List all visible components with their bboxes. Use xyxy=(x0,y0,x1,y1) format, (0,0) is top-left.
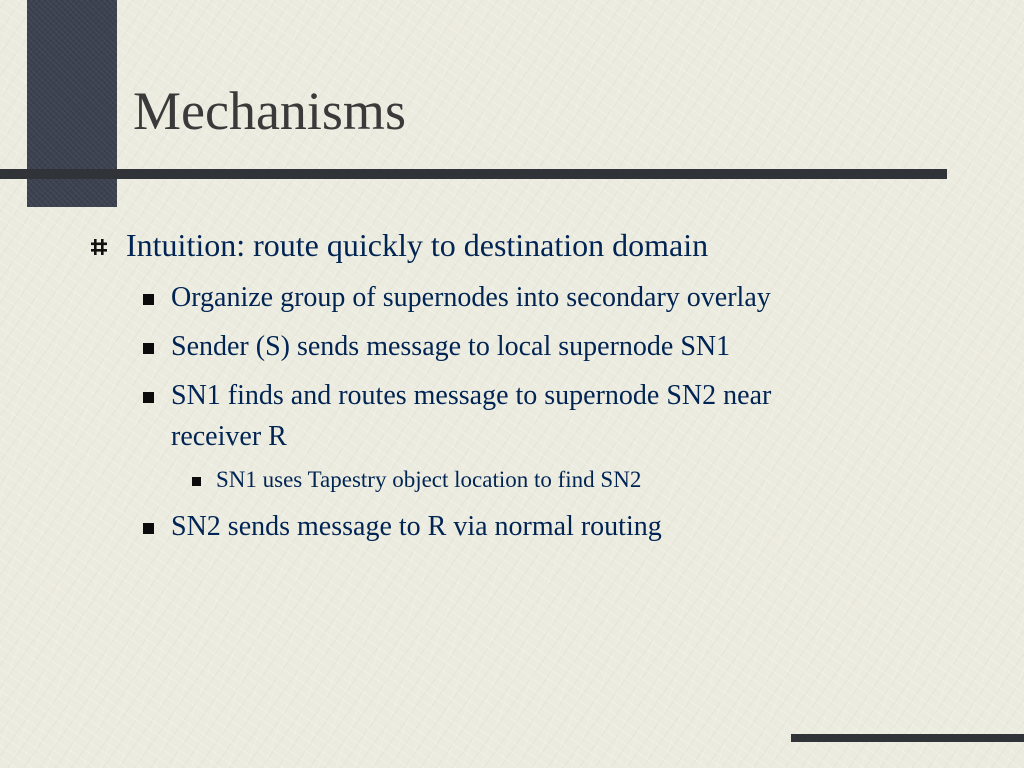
square-bullet-icon xyxy=(143,343,154,354)
sub-bullet-sn1-routes: SN1 finds and routes message to supernode SN2 near xyxy=(171,380,772,411)
hash-bullet-icon xyxy=(90,238,108,256)
footer-divider-rule xyxy=(791,734,1024,742)
square-bullet-icon xyxy=(192,477,201,486)
title-divider-rule xyxy=(0,169,947,179)
sub-bullet-organize: Organize group of supernodes into secondary overlay xyxy=(171,282,771,313)
sub-bullet-sn1-routes-continued: receiver R xyxy=(171,421,287,452)
sub-bullet-sender: Sender (S) sends message to local supernode SN1 xyxy=(171,331,731,362)
subsub-bullet-tapestry: SN1 uses Tapestry object location to find SN2 xyxy=(216,467,642,492)
slide-title: Mechanisms xyxy=(133,81,406,141)
bullet-intuition: Intuition: route quickly to destination domain xyxy=(126,227,709,263)
square-bullet-icon xyxy=(143,392,154,403)
sub-bullet-sn2-sends: SN2 sends message to R via normal routing xyxy=(171,511,662,542)
square-bullet-icon xyxy=(143,294,154,305)
square-bullet-icon xyxy=(143,523,154,534)
